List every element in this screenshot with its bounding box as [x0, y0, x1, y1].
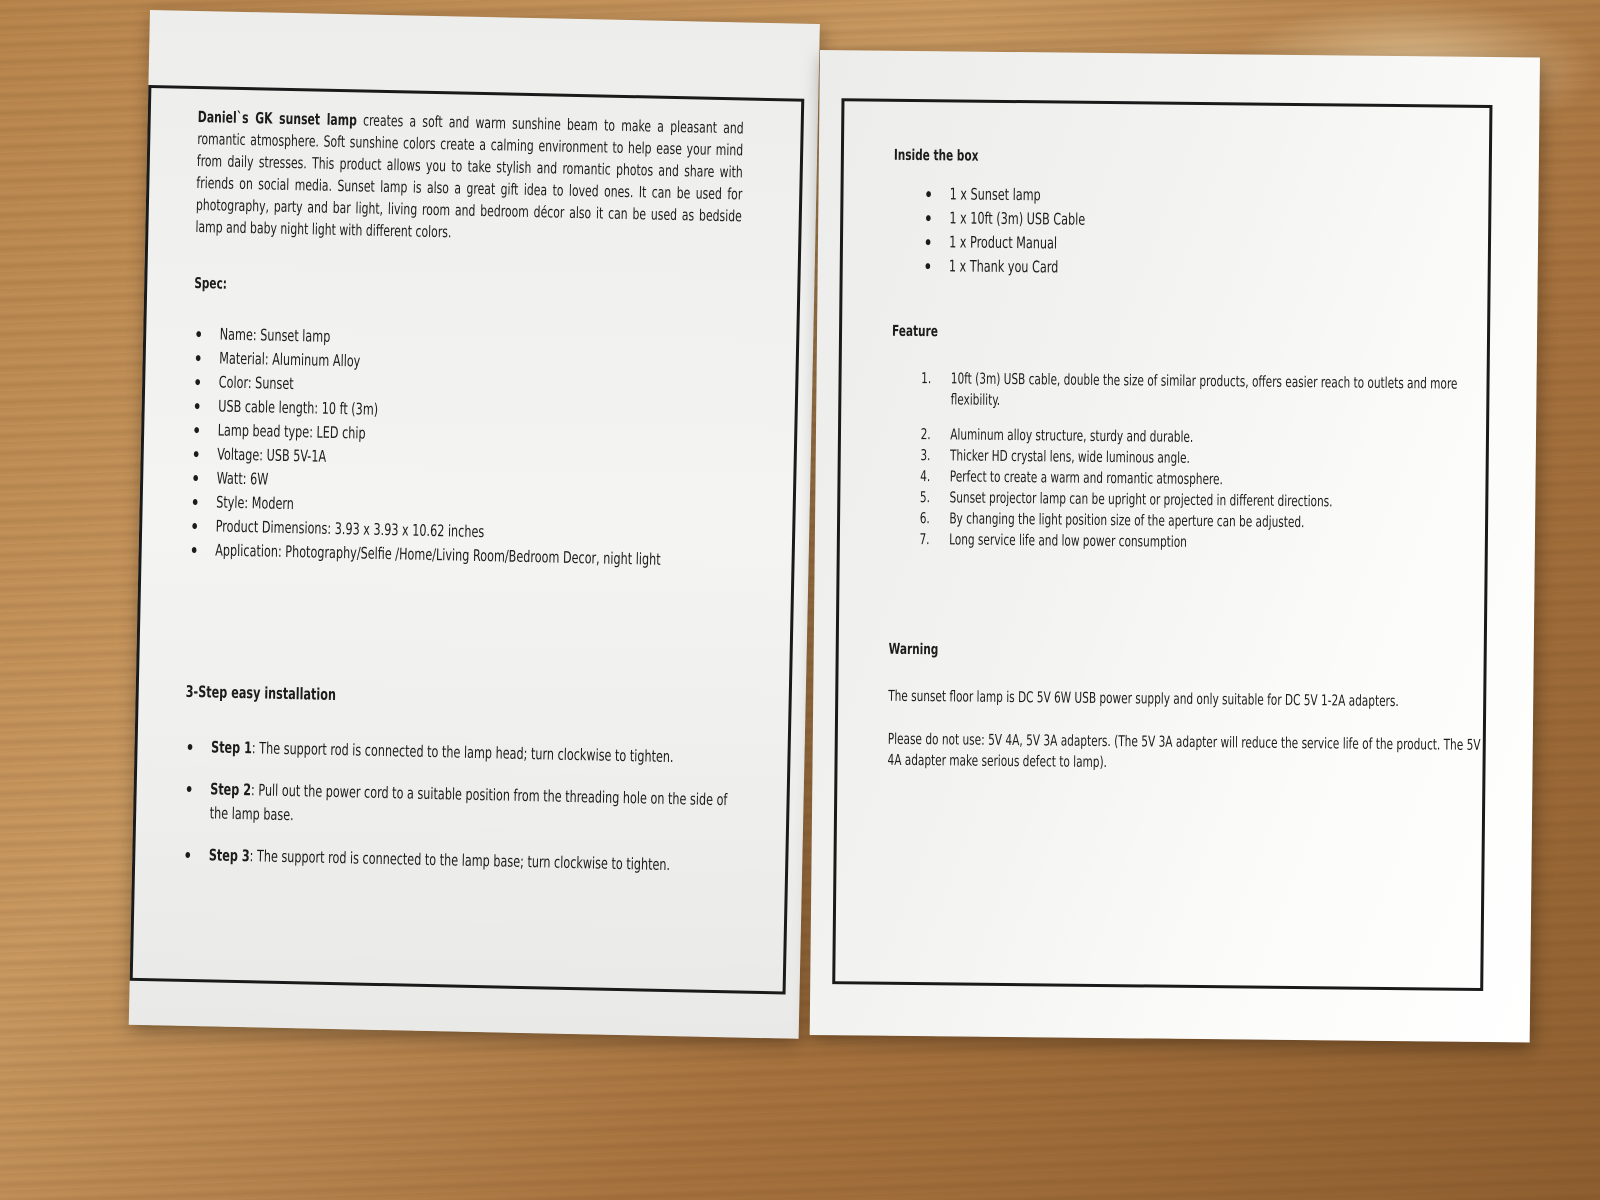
- step-label: Step 3: [208, 845, 250, 866]
- feature-number: 4.: [920, 467, 931, 486]
- feature-item: [921, 368, 1485, 416]
- spec-item: Lamp bead type: LED chip: [191, 418, 737, 453]
- intro-text: creates a soft and warm sunshine beam to make a pleasant and romantic atmosphere. Soft sunshine colors create a calming environment to help ease your mind from daily stresses. This product allows you to take stylish and romantic photos and share with friends on social media. Sunset lamp is also a great gift idea to loved ones. It can be used for photography, party and bar light, living room and bedroom décor also it can be used as bedside lamp and baby night light with different colors.: [195, 111, 744, 242]
- feature-text: By changing the light position size of the aperture can be adjusted.: [949, 509, 1305, 532]
- spec-item: Voltage: USB 5V-1A: [190, 442, 736, 477]
- step-text: : Pull out the power cord to a suitable position from the threading hole on the side of the lamp base.: [209, 780, 728, 825]
- box-item: 1 x 10ft (3m) USB Cable: [923, 206, 1486, 236]
- spec-item: Product Dimensions: 3.93 x 3.93 x 10.62 inches: [189, 514, 735, 549]
- feature-text: Aluminum alloy structure, sturdy and durable.: [950, 425, 1194, 446]
- feature-number: 7.: [919, 530, 930, 549]
- installation-step: [183, 777, 730, 836]
- manual-right-page: [810, 50, 1540, 1042]
- manual-left-page: [129, 10, 820, 1039]
- feature-number: 1.: [921, 369, 932, 388]
- step-text: : The support rod is connected to the lamp base; turn clockwise to tighten.: [249, 846, 671, 875]
- feature-text: 10ft (3m) USB cable, double the size of similar products, offers easier reach to outlets and more flexibility.: [950, 369, 1458, 409]
- feature-number: 2.: [920, 425, 931, 444]
- feature-text: Thicker HD crystal lens, wide luminous angle.: [949, 446, 1191, 467]
- box-item: 1 x Thank you Card: [922, 254, 1485, 284]
- box-item: 1 x Sunset lamp: [923, 182, 1486, 212]
- feature-text: Perfect to create a warm and romantic atmosphere.: [949, 467, 1223, 489]
- spec-item: USB cable length: 10 ft (3m): [191, 394, 737, 429]
- step-text: : The support rod is connected to the lamp head; turn clockwise to tighten.: [251, 738, 674, 767]
- brand-name: Daniel`s GK sunset lamp: [197, 108, 358, 130]
- warning-heading: Warning: [888, 639, 939, 659]
- step-label: Step 2: [210, 779, 252, 800]
- step-label: Step 1: [210, 737, 253, 758]
- feature-item: [919, 529, 1482, 556]
- spec-item: Color: Sunset: [192, 370, 738, 405]
- warning-paragraph-1: The sunset floor lamp is DC 5V 6W USB power supply and only suitable for DC 5V 1-2A adapters.: [888, 686, 1399, 711]
- spec-item: Watt: 6W: [190, 466, 736, 501]
- installation-steps: [182, 735, 731, 878]
- warning-paragraph-2: Please do not use: 5V 4A, 5V 3A adapters. (The 5V 3A adapter will reduce the service life of the product. The 5V 4A adapter make serious defect to lamp).: [887, 729, 1481, 772]
- feature-number: 3.: [920, 446, 931, 465]
- spec-list: [188, 322, 739, 573]
- box-heading: Inside the box: [893, 145, 979, 165]
- feature-heading: Feature: [891, 321, 938, 341]
- right-page-content: [887, 146, 1486, 777]
- box-contents-list: [922, 182, 1486, 284]
- feature-text: Long service life and low power consumption: [949, 530, 1187, 551]
- feature-text: Sunset projector lamp can be upright or projected in different directions.: [949, 488, 1333, 511]
- spec-item: Style: Modern: [189, 490, 735, 525]
- installation-step: [182, 843, 728, 878]
- spec-item: Application: Photography/Selfie /Home/Living Room/Bedroom Decor, night light: [188, 538, 734, 573]
- installation-step: [184, 735, 730, 770]
- feature-number: 6.: [919, 509, 930, 528]
- feature-number: 5.: [919, 488, 931, 507]
- spec-item: Material: Aluminum Alloy: [192, 346, 738, 381]
- left-page-content: [182, 106, 744, 896]
- intro-paragraph: [195, 106, 744, 249]
- feature-list: [919, 368, 1484, 556]
- spec-heading: Spec:: [194, 273, 228, 293]
- spec-item: Name: Sunset lamp: [193, 322, 739, 357]
- box-item: 1 x Product Manual: [923, 230, 1486, 260]
- installation-heading: 3-Step easy installation: [185, 681, 337, 705]
